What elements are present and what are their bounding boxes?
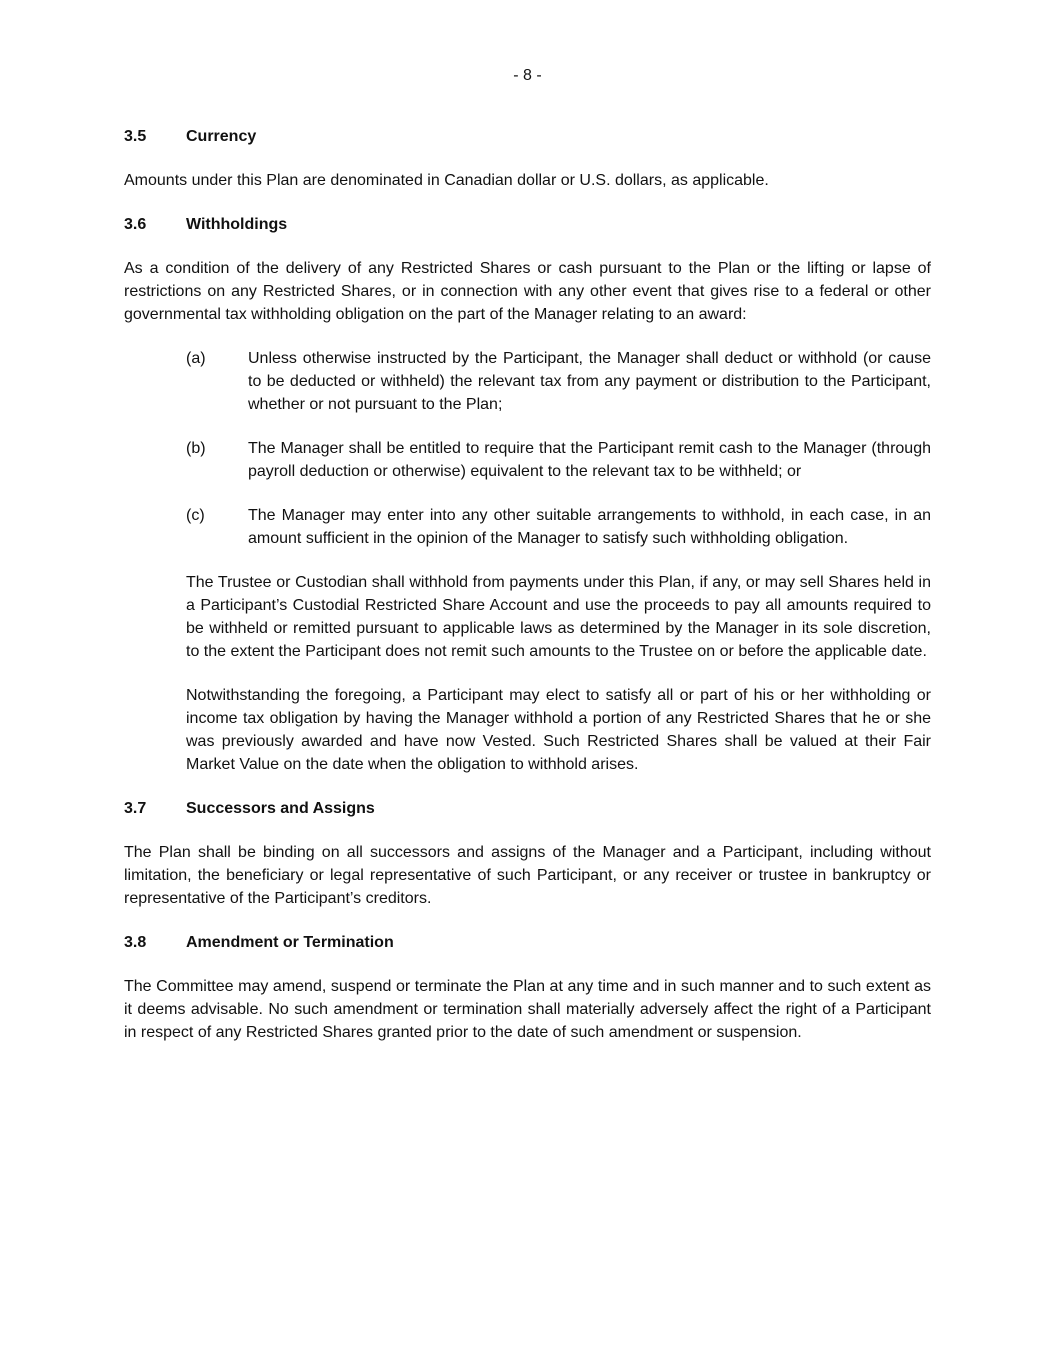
notwithstanding-paragraph: Notwithstanding the foregoing, a Participant may elect to satisfy all or part of his or her withholding or income tax obligation by having the Manager withhold a portion of any Restricted Shares that he or she was previously awarded and have now Vested. Such Restricted Shares shall be valued at their Fair Market Value on the date when the obligation to withhold arises. xyxy=(186,687,931,773)
list-marker: (b) xyxy=(186,440,206,457)
list-item-text: Unless otherwise instructed by the Participant, the Manager shall deduct or withhold (or cause to be deducted or withheld) the relevant tax from any payment or distribution to the Participant, whether or not pursuant to the Plan; xyxy=(248,350,931,413)
withholdings-intro-paragraph: As a condition of the delivery of any Restricted Shares or cash pursuant to the Plan or the lifting or lapse of restrictions on any Restricted Shares, or in connection with any other event that gives rise to a federal or other governmental tax withholding obligation on the part of the Manager relating to an award: xyxy=(124,260,931,323)
section-heading-successors-and-assigns xyxy=(124,797,931,820)
list-item xyxy=(186,347,931,416)
list-item-text: The Manager shall be entitled to require that the Participant remit cash to the Manager (through payroll deduction or otherwise) equivalent to the relevant tax to be withheld; or xyxy=(248,440,931,480)
section-heading-amendment-or-termination xyxy=(124,931,931,954)
list-marker: (a) xyxy=(186,350,206,367)
section-title: Withholdings xyxy=(186,216,288,233)
list-item xyxy=(186,504,931,550)
section-heading-currency xyxy=(124,125,931,148)
amendment-paragraph: The Committee may amend, suspend or terminate the Plan at any time and in such manner and to such extent as it deems advisable. No such amendment or termination shall materially adversely affect the right of a Participant in respect of any Restricted Shares granted prior to the date of such amendment or suspension. xyxy=(124,978,931,1041)
section-number: 3.6 xyxy=(124,216,147,233)
section-number: 3.5 xyxy=(124,128,147,145)
section-title: Successors and Assigns xyxy=(186,800,375,817)
section-number: 3.7 xyxy=(124,800,147,817)
page-number: - 8 - xyxy=(513,67,542,84)
list-item-text: The Manager may enter into any other suitable arrangements to withhold, in each case, in an amount sufficient in the opinion of the Manager to satisfy such withholding obligation. xyxy=(248,507,931,547)
section-number: 3.8 xyxy=(124,934,147,951)
list-marker: (c) xyxy=(186,507,205,524)
list-item xyxy=(186,437,931,483)
section-title: Currency xyxy=(186,128,257,145)
section-heading-withholdings xyxy=(124,213,931,236)
successors-paragraph: The Plan shall be binding on all successors and assigns of the Manager and a Participant, including without limitation, the beneficiary or legal representative of such Participant, or any receiver or trustee in bankruptcy or representative of the Participant’s creditors. xyxy=(124,844,931,907)
section-title: Amendment or Termination xyxy=(186,934,394,951)
trustee-paragraph: The Trustee or Custodian shall withhold from payments under this Plan, if any, or may sell Shares held in a Participant’s Custodial Restricted Share Account and use the proceeds to pay all amounts required to be withheld or remitted pursuant to applicable laws as determined by the Manager in its sole discretion, to the extent the Participant does not remit such amounts to the Trustee on or before the applicable date. xyxy=(186,574,931,660)
currency-paragraph: Amounts under this Plan are denominated in Canadian dollar or U.S. dollars, as applicable. xyxy=(124,172,769,189)
withholdings-list xyxy=(186,347,931,550)
document-body xyxy=(124,125,931,1065)
